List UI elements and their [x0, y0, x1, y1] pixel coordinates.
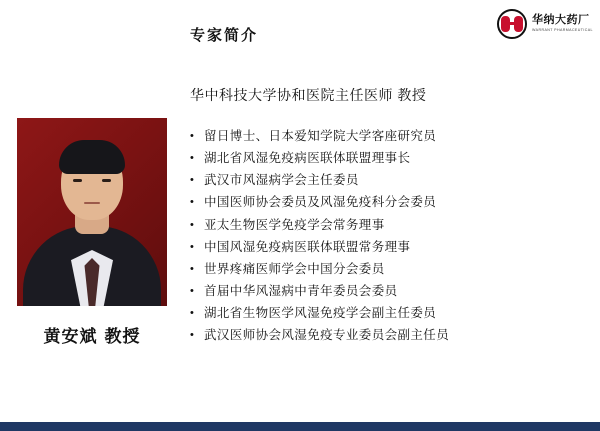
list-item: [190, 285, 590, 299]
bullet-icon: •: [190, 240, 195, 253]
list-item-label: 首届中华风湿病中青年委员会委员: [204, 283, 398, 298]
list-item-label: 武汉医师协会风湿免疫专业委员会副主任员: [204, 328, 450, 343]
list-item: [190, 263, 590, 277]
footer-accent-bar: [0, 422, 600, 431]
company-logo: [497, 6, 595, 42]
list-item: [190, 241, 590, 255]
list-item-label: 留日博士、日本爱知学院大学客座研究员: [204, 129, 437, 143]
bullet-icon: •: [190, 174, 195, 187]
expert-name: 黄安斌 教授: [43, 327, 141, 347]
bullet-icon: •: [190, 329, 195, 342]
list-item-label: 武汉市风湿病学会主任委员: [204, 173, 359, 188]
list-item-label: 湖北省生物医学风湿免疫学会副主任委员: [204, 306, 437, 321]
credentials-list: [190, 130, 590, 351]
list-item-label: 世界疼痛医师学会中国分会委员: [204, 261, 385, 276]
list-item: [190, 307, 590, 321]
list-item: [190, 130, 590, 144]
expert-portrait-photo: [17, 118, 167, 306]
affiliation-subtitle: 华中科技大学协和医院主任医师 教授: [190, 87, 427, 103]
logo-english-name: WARRANT PHARMACEUTICAL: [532, 27, 593, 32]
bullet-icon: •: [190, 284, 195, 297]
logo-text: [532, 15, 593, 32]
bullet-icon: •: [190, 307, 195, 320]
warrant-pharmaceutical-logo-icon: [497, 9, 527, 39]
list-item-label: 中国风湿免疫病医联体联盟常务理事: [204, 239, 411, 254]
list-item: [190, 196, 590, 210]
bullet-icon: •: [190, 218, 195, 231]
list-item: [190, 174, 590, 188]
page-title: 专家简介: [190, 27, 259, 44]
bullet-icon: •: [190, 262, 195, 275]
logo-chinese-name: 华纳大药厂: [532, 14, 590, 27]
bullet-icon: •: [190, 130, 195, 142]
bullet-icon: •: [190, 152, 195, 165]
list-item: [190, 152, 590, 166]
list-item-label: 湖北省风湿免疫病医联体联盟理事长: [204, 151, 411, 166]
bullet-icon: •: [190, 196, 195, 209]
list-item-label: 亚太生物医学免疫学会常务理事: [204, 217, 385, 232]
list-item: [190, 329, 590, 343]
list-item: [190, 219, 590, 233]
list-item-label: 中国医师协会委员及风湿免疫科分会委员: [204, 195, 437, 210]
